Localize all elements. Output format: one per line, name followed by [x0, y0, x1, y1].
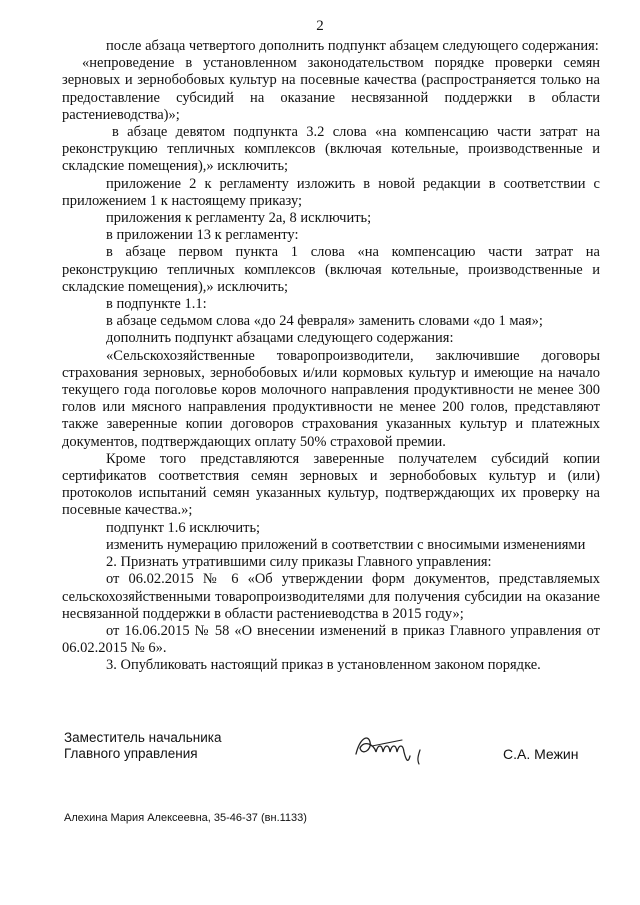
paragraph: после абзаца четвертого дополнить подпункт абзацем следующего содержания:: [106, 38, 599, 54]
paragraph: 2. Признать утратившими силу приказы Главного управления:: [106, 554, 492, 571]
paragraph: в подпункте 1.1:: [106, 296, 207, 313]
paragraph: в приложении 13 к регламенту:: [106, 227, 299, 244]
paragraph: в абзаце первом пункта 1 слова «на компенсацию части затрат на реконструкцию тепличных комплексов (включая котельные, производственные и складские помещения),» исключить;: [62, 244, 600, 295]
paragraph: Кроме того представляются заверенные получателем субсидий копии сертификатов соответствия семян зерновых и зернобобовых культур и (или) протоколов испытаний семян указанных культур, подтверждающих их проверку на посевные качества.»;: [62, 450, 600, 519]
paragraph: подпункт 1.6 исключить;: [106, 519, 261, 536]
paragraph: изменить нумерацию приложений в соответствии с вносимыми изменениями: [106, 536, 586, 553]
document-body: [62, 38, 600, 675]
signatory-name: С.А. Межин: [503, 746, 579, 762]
handwritten-signature: [352, 730, 432, 768]
paragraph: в абзаце седьмом слова «до 24 февраля» заменить словами «до 1 мая»;: [106, 313, 543, 330]
executor-contact: Алехина Мария Алексеевна, 35-46-37 (вн.1133): [64, 812, 307, 824]
paragraph: 3. Опубликовать настоящий приказ в установленном законом порядке.: [106, 657, 541, 674]
position-line: Главного управления: [64, 746, 198, 761]
paragraph: в абзаце девятом подпункта 3.2 слова «на компенсацию части затрат на реконструкцию тепличных комплексов (включая котельные, производственные и складские помещения),» исключить;: [62, 124, 600, 175]
paragraph: от 16.06.2015 № 58 «О внесении изменений в приказ Главного управления от 06.02.2015 № 6».: [62, 622, 600, 657]
paragraph: от 06.02.2015 № 6 «Об утверждении форм документов, представляемых сельскохозяйственными товаропроизводителями для получения субсидии на оказание несвязанной поддержки в области растениеводства в 2015 году»;: [62, 571, 600, 622]
paragraph: приложение 2 к регламенту изложить в новой редакции в соответствии с приложением 1 к настоящему приказу;: [62, 175, 600, 209]
paragraph: «непроведение в установленном законодательством порядке проверки семян зерновых и зернобобовых культур на посевные качества (распространяется только на предоставление субсидий на оказание несвязанной поддержки в области растениеводства)»;: [62, 55, 600, 123]
position-line: Заместитель начальника: [64, 730, 222, 745]
signatory-position: [64, 730, 222, 762]
paragraph: дополнить подпункт абзацами следующего содержания:: [106, 330, 454, 347]
page-number: 2: [316, 18, 324, 34]
paragraph: приложения к регламенту 2а, 8 исключить;: [106, 210, 372, 227]
paragraph: «Сельскохозяйственные товаропроизводители, заключившие договоры страхования зерновых, зернобобовых и/или кормовых культур и имеющие на начало текущего года поголовье коров молочного направления продуктивности не менее 300 голов или мясного направления продуктивности не менее 200 голов, представляют также заверенные копии договоров страхования указанных культур и платежных документов, подтверждающих оплату 50% страховой премии.: [62, 347, 600, 450]
